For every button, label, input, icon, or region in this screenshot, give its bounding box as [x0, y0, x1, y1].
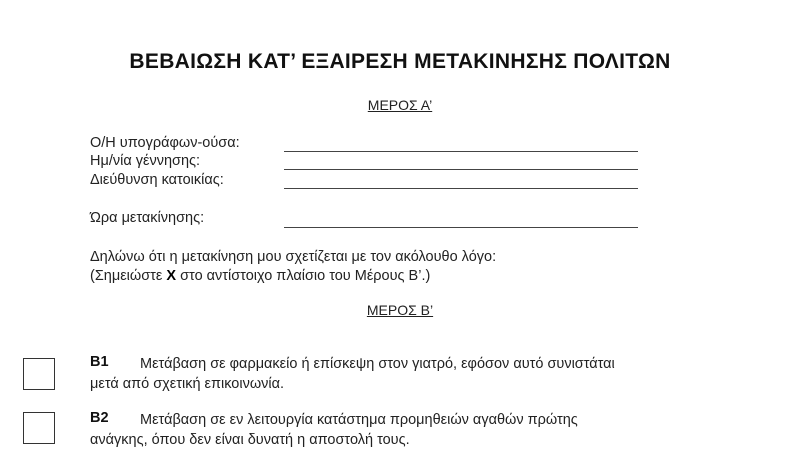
field-line-signatory[interactable]	[284, 151, 638, 152]
option-b1-text	[90, 354, 710, 394]
declaration-line-1: Δηλώνω ότι η μετακίνηση μου σχετίζεται με τον ακόλουθο λόγο:	[90, 249, 497, 265]
declaration-line-2-post: στο αντίστοιχο πλαίσιο του Μέρους Β’.)	[176, 268, 431, 284]
option-b2-text	[90, 410, 710, 450]
option-b2-line-2: ανάγκης, όπου δεν είναι δυνατή η αποστολή τους.	[90, 432, 410, 448]
part-b-heading: ΜΕΡΟΣ Β’	[366, 302, 434, 318]
field-label-signatory: Ο/Η υπογράφων-ούσα:	[90, 135, 240, 151]
option-b2-line-1: Μετάβαση σε εν λειτουργία κατάστημα προμηθειών αγαθών πρώτης	[140, 412, 578, 428]
option-b2-checkbox[interactable]	[23, 412, 55, 444]
declaration-line-2	[90, 267, 430, 286]
field-line-time[interactable]	[284, 227, 638, 228]
field-label-address: Διεύθυνση κατοικίας:	[90, 172, 224, 188]
part-a-heading: ΜΕΡΟΣ Α’	[367, 97, 433, 113]
field-line-birthdate[interactable]	[284, 169, 638, 170]
declaration-mark: X	[166, 268, 177, 284]
option-b2-code: Β2	[90, 410, 109, 426]
option-b1-code: Β1	[90, 354, 109, 370]
declaration-line-2-pre: (Σημειώστε	[90, 268, 167, 284]
field-label-time: Ώρα μετακίνησης:	[90, 210, 205, 226]
option-b1-line-2: μετά από σχετική επικοινωνία.	[90, 376, 285, 392]
option-b1-line-1: Μετάβαση σε φαρμακείο ή επίσκεψη στον γιατρό, εφόσον αυτό συνιστάται	[140, 356, 615, 372]
page-title: ΒΕΒΑΙΩΣΗ ΚΑΤ’ ΕΞΑΙΡΕΣΗ ΜΕΤΑΚΙΝΗΣΗΣ ΠΟΛΙΤΩΝ	[129, 50, 671, 73]
field-label-birthdate: Ημ/νία γέννησης:	[90, 153, 201, 169]
field-line-address[interactable]	[284, 188, 638, 189]
option-b1-checkbox[interactable]	[23, 358, 55, 390]
